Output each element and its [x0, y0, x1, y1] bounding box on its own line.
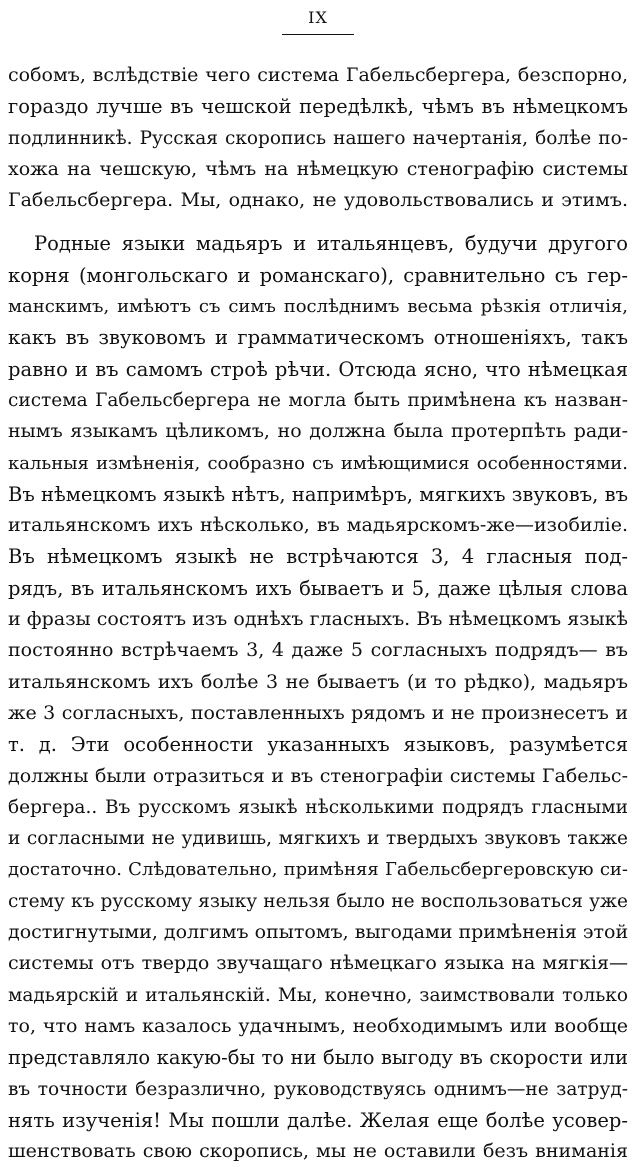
page-header [0, 8, 636, 27]
text-line: должны были отразиться и въ стенографіи системы Габельс- [8, 764, 628, 787]
text-line: и согласными не удивишь, мягкихъ и твердыхъ звуковъ также [8, 828, 628, 850]
text-line: кальныя измѣненія, сообразно съ имѣющимися особенностями. [8, 452, 628, 474]
text-line: подлинникѣ. Русская скоропись нашего начертанія, болѣе по- [8, 127, 628, 149]
text-line: система Габельсбергера не могла быть примѣнена къ назван- [8, 389, 628, 411]
text-line: равно и въ самомъ строѣ рѣчи. Отсюда ясно, что нѣмецкая [8, 357, 628, 381]
header-rule [282, 34, 354, 35]
text-line: бергера.. Въ русскомъ языкѣ нѣсколькими подрядъ гласными [8, 796, 628, 818]
text-line: представляло какую-бы то ни было выгоду въ скорости или [8, 1046, 628, 1070]
text-line: хожа на чешскую, чѣмъ на нѣмецкую стенографію системы [8, 157, 628, 180]
text-line: Родные языки мадьяръ и итальянцевъ, будучи другого [34, 232, 628, 256]
text-line: достаточно. Слѣдовательно, примѣняя Габельсбергеровскую си- [8, 859, 628, 881]
text-line: Габельсбергера. Мы, однако, не удовольствовались и этимъ. [8, 189, 628, 212]
text-line: шенствовать свою скоропись, мы не оставили безъ вниманія [8, 1140, 628, 1163]
body-text [8, 60, 628, 1167]
text-line: постоянно встрѣчаемъ 3, 4 даже 5 согласныхъ подрядъ— въ [8, 639, 628, 662]
page-number: IX [308, 8, 328, 27]
paragraph-gap [8, 216, 628, 228]
text-line: мадьярскій и итальянскій. Мы, конечно, заимствовали только [8, 984, 628, 1006]
text-line: т. д. Эти особенности указанныхъ языковъ, разумѣется [8, 733, 628, 757]
text-line: и фразы состоятъ изъ однѣхъ гласныхъ. Въ нѣмецкомъ языкѣ [8, 608, 628, 631]
text-line: итальянскомъ ихъ нѣсколько, въ мадьярскомъ-же—изобиліе. [8, 514, 628, 537]
text-line: достигнутыми, долгимъ опытомъ, выгодами примѣненія этой [8, 921, 628, 944]
text-line: въ точности безразлично, руководствуясь однимъ—не затруд- [8, 1078, 628, 1100]
paragraph-2 [8, 228, 628, 1167]
text-line: какъ въ звуковомъ и грамматическомъ отношеніяхъ, такъ [8, 326, 628, 350]
text-line: системы отъ твердо звучащаго нѣмецкаго языка на мягкія— [8, 952, 628, 975]
text-line: собомъ, вслѣдствіе чего система Габельсбергера, безспорно, [8, 64, 628, 86]
paragraph-1 [8, 60, 628, 216]
text-line: корня (монгольскаго и романскаго), сравнительно съ гер- [8, 263, 628, 287]
text-line: итальянскомъ ихъ болѣе 3 не бываетъ (и то рѣдко), мадьяръ [8, 670, 628, 693]
text-line: же 3 согласныхъ, поставленныхъ рядомъ и не произнесетъ и [8, 701, 628, 724]
text-line: нымъ языкамъ цѣликомъ, но должна была протерпѣть ради- [8, 420, 628, 443]
text-line: стему къ русскому языку нельзя было не воспользоваться уже [8, 890, 628, 912]
text-line: гораздо лучше въ чешской передѣлкѣ, чѣмъ въ нѣмецкомъ [8, 95, 628, 119]
text-line: Въ нѣмецкомъ языкѣ не встрѣчаются 3, 4 гласныя под- [8, 545, 628, 569]
text-line: Въ нѣмецкомъ языкѣ нѣтъ, напримѣръ, мягкихъ звуковъ, въ [8, 482, 628, 506]
text-line: нять изученія! Мы пошли далѣе. Желая еще болѣе усовер- [8, 1108, 628, 1132]
text-line: манскимъ, имѣютъ съ симъ послѣднимъ весьма рѣзкія отличія, [8, 296, 628, 318]
text-line: то, что намъ казалось удачнымъ, необходимымъ или вообще [8, 1014, 628, 1037]
text-line: рядъ, въ итальянскомъ ихъ бываетъ и 5, даже цѣлыя слова [8, 576, 628, 600]
